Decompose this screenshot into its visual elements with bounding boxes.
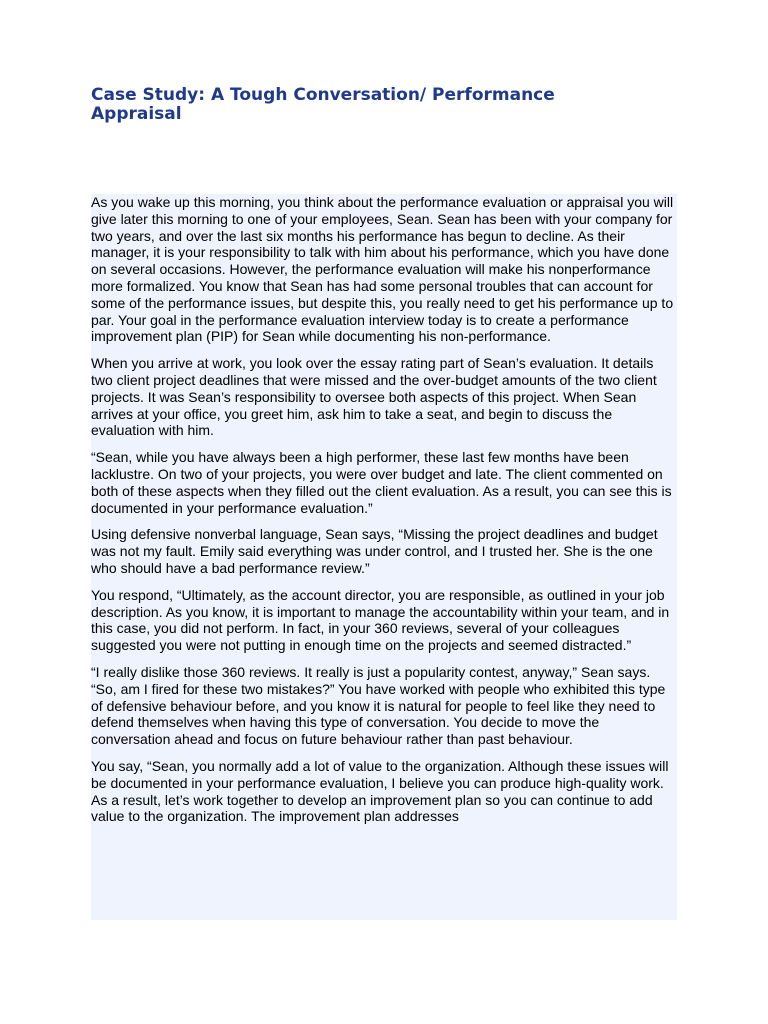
paragraph-360-reviews: “I really dislike those 360 reviews. It really is just a popularity contest, anyway,” Sean says. “So, am I fired for these two mistakes?” You have worked with people who exhibited this type of defensive behaviour before, and you know it is natural for people to feel like they need to defend themselves when having this type of conversation. You decide to move the conversation ahead and focus on future behaviour rather than past behaviour. xyxy=(91,663,666,748)
paragraph-improvement-plan: You say, “Sean, you normally add a lot of value to the organization. Although these issues will be documented in your performance evaluation, I believe you can produce high-quality work. As a result, let’s work together to develop an improvement plan so you can continue to add value to the organization. The improvement plan addresses xyxy=(91,757,669,825)
case-study-body xyxy=(91,194,677,920)
paragraph-manager-response: You respond, “Ultimately, as the account director, you are responsible, as outlined in your job description. As you know, it is important to manage the accountability within your team, and in this case, you did not perform. In fact, in your 360 reviews, several of your colleagues suggested you were not putting in enough time on the projects and seemed distracted.” xyxy=(91,586,670,654)
paragraph-manager-opening: “Sean, while you have always been a high performer, these last few months have been lacklustre. On two of your projects, you were over budget and late. The client commented on both of these aspects when they filled out the client evaluation. As a result, you can see this is documented in your performance evaluation.” xyxy=(91,449,672,516)
paragraph-arrival: When you arrive at work, you look over the essay rating part of Sean’s evaluation. It details two client project deadlines that were missed and the over-budget amounts of the two client projects. It was Sean’s responsibility to oversee both aspects of this project. When Sean arrives at your office, you greet him, ask him to take a seat, and begin to discuss the evaluation with him. xyxy=(91,355,657,439)
paragraph-sean-defense: Using defensive nonverbal language, Sean says, “Missing the project deadlines and budget was not my fault. Emily said everything was under control, and I trusted her. She is the one who should have a bad performance review.” xyxy=(91,526,658,576)
paragraph-intro: As you wake up this morning, you think about the performance evaluation or appraisal you will give later this morning to one of your employees, Sean. Sean has been with your company for two years, and over the last six months his performance has begun to decline. As their manager, it is your responsibility to talk with him about his performance, which you have done on several occasions. However, the performance evaluation will make his nonperformance more formalized. You know that Sean has had some personal troubles that can account for some of the performance issues, but despite this, you really need to get his performance up to par. Your goal in the performance evaluation interview today is to create a performance improvement plan (PIP) for Sean while documenting his non-performance. xyxy=(91,194,674,345)
document-title: Case Study: A Tough Conversation/ Performance Appraisal xyxy=(91,85,555,124)
